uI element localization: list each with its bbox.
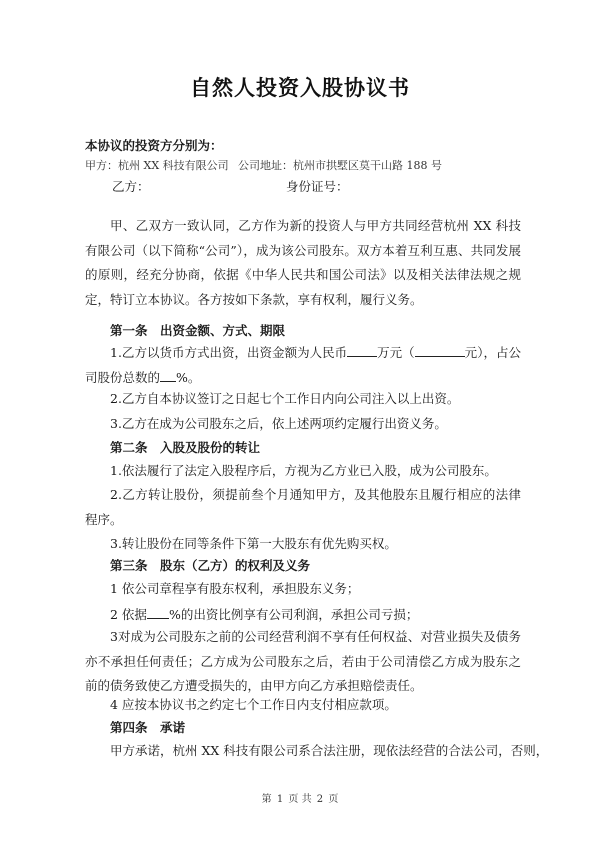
article1-item1-part-c: 元），占公司股份总数的 [85,345,521,385]
article1-item2: 2.乙方自本协议签订之日起七个工作日内向公司注入以上出资。 [110,391,460,406]
article1-item1 [85,341,521,390]
article3-item3: 3对成为公司股东之前的公司经营利润不享有任何权益、对营业损失及债务亦不承担任何责任；乙方成为公司股东之后，若由于公司清偿乙方成为股东之前的债务致使乙方遭受损失的，由甲方向乙方承担赔偿责任。 [85,629,521,694]
footer-total-pages: 2 [316,794,324,805]
investors-heading: 本协议的投资方分别为： [85,138,223,153]
party-a-line: 甲方：杭州 XX 科技有限公司 [85,159,229,172]
article2-heading: 第二条 入股及股份的转让 [110,440,261,455]
amount-yuan-blank [415,343,465,357]
article2-item2: 2.乙方转让股份，须提前叁个月通知甲方，及其他股东且履行相应的法律程序。 [85,487,521,527]
article1-item3: 3.乙方在成为公司股东之后，依上述两项约定履行出资义务。 [110,416,447,431]
article3-item1: 1 依公司章程享有股东权利，承担股东义务； [110,581,360,596]
footer-current-page: 1 [276,794,284,805]
article3-item2 [110,605,418,623]
article1-heading: 第一条 出资金额、方式、期限 [110,323,286,338]
share-percent-blank [160,368,176,382]
article3-item2-part-b: %的出资比例享有公司利润，承担公司亏损； [168,607,419,622]
party-a-address: 公司地址：杭州市拱墅区莫干山路 188 号 [238,159,442,172]
intro-paragraph: 甲、乙双方一致认同，乙方作为新的投资人与甲方共同经营杭州 XX 科技有限公司（以下简称“公司”），成为该公司股东。双方本着互利互惠、共同发展的原则，经充分协商，依据《中华人民共和国公司法》以及相关法律法规之规定，特订立本协议。各方按如下条款，享有权利，履行义务。 [85,218,521,307]
article4-text: 甲方承诺，杭州 XX 科技有限公司系合法注册，现依法经营的合法公司，否则， [110,743,549,758]
article2-item3: 3.转让股份在同等条件下第一大股东有优先购买权。 [110,536,397,551]
article3-heading: 第三条 股东（乙方）的权利及义务 [110,558,311,573]
page-footer [0,790,600,805]
party-b-label: 乙方： [112,179,150,194]
document-title: 自然人投资入股协议书 [190,76,410,100]
article3-item4: 4 应按本协议书之约定七个工作日内支付相应款项。 [110,697,397,712]
article3-item2-part-a: 2 依据 [110,607,147,622]
article1-item1-part-a: 1.乙方以货币方式出资，出资金额为人民币 [110,345,348,360]
party-b-id-label: 身份证号： [286,179,349,194]
footer-suffix: 页 [328,794,339,805]
footer-middle: 页 共 [288,794,312,805]
article2-item1: 1.依法履行了法定入股程序后，方视为乙方业已入股，成为公司股东。 [110,463,497,478]
amount-blank [347,343,377,357]
profit-percent-blank [147,605,169,619]
article1-item1-part-d: %。 [176,369,201,385]
article1-item1-part-b: 万元（ [377,345,415,360]
article4-heading: 第四条 承诺 [110,720,186,735]
footer-prefix: 第 [261,794,272,805]
